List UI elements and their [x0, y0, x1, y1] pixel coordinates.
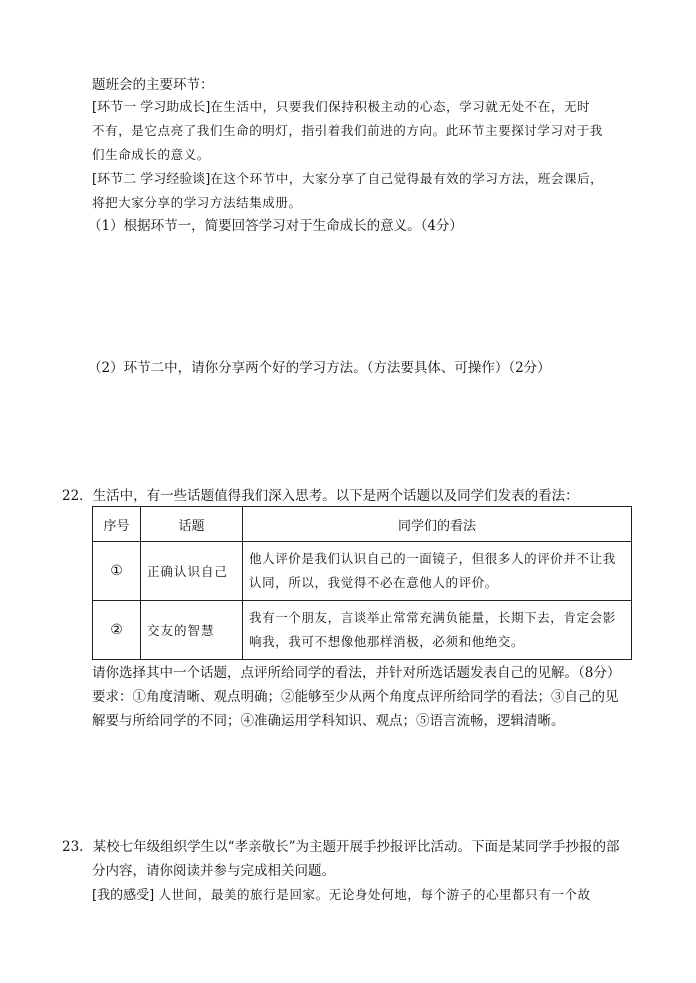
opinions-table [92, 506, 632, 660]
row-number: ① [93, 542, 141, 601]
header-views: 同学们的看法 [243, 507, 632, 542]
q21-segment2-line1 [92, 170, 603, 189]
row-topic: 正确认识自己 [141, 542, 243, 601]
row-number: ② [93, 601, 141, 660]
row-view: 他人评价是我们认识自己的一面镜子，但很多人的评价并不让我认同，所以，我觉得不必在意他人的评价。 [243, 542, 632, 601]
q23-feeling-line [92, 886, 591, 905]
q21-segment1-line2: 不有，是它点亮了我们生命的明灯，指引着我们前进的方向。此环节主要探讨学习对于我 [92, 123, 603, 138]
row-topic: 交友的智慧 [141, 601, 243, 660]
feeling-text: 人世间，最美的旅行是回家。无论身处何地，每个游子的心里都只有一个故 [158, 887, 591, 902]
segment1-text: 在生活中，只要我们保持积极主动的心态，学习就无处不在，无时 [210, 99, 591, 114]
header-number: 序号 [93, 507, 141, 542]
q22-task: 请你选择其中一个话题，点评所给同学的看法，并针对所选话题发表自己的见解。（8分） [92, 665, 621, 681]
feeling-tag: [我的感受] [92, 888, 155, 903]
q23-stem-line2: 分内容，请你阅读并参与完成相关问题。 [92, 863, 335, 879]
table-row [93, 542, 632, 601]
row-view: 我有一个朋友，言谈举止常常充满负能量，长期下去，肯定会影响我，我可不想像他那样消极，必须和他绝交。 [243, 601, 632, 660]
q21-segment1-line3: 们生命成长的意义。 [92, 147, 210, 162]
q22-stem: 22．生活中，有一些话题值得我们深入思考。以下是两个话题以及同学们发表的看法： [62, 488, 579, 504]
q23-stem-line1: 23．某校七年级组织学生以“孝亲敬长”为主题开展手抄报评比活动。下面是某同学手抄报的部 [62, 839, 620, 855]
table-row [93, 601, 632, 660]
q21-heading: 题班会的主要环节： [92, 77, 214, 93]
segment2-tag: [环节二 学习经验谈] [92, 172, 211, 187]
q22-requirements-line1: 要求：①角度清晰、观点明确；②能够至少从两个角度点评所给同学的看法；③自己的见 [92, 689, 619, 705]
q21-subquestion-2: （2）环节二中，请你分享两个好的学习方法。（方法要具体、可操作）（2分） [88, 360, 551, 376]
q21-segment2-line2: 将把大家分享的学习方法结集成册。 [92, 195, 302, 210]
table-header-row [93, 507, 632, 542]
q21-subquestion-1: （1）根据环节一，简要回答学习对于生命成长的意义。（4分） [88, 218, 463, 234]
segment1-tag: [环节一 学习助成长] [92, 100, 211, 115]
header-topic: 话题 [141, 507, 243, 542]
q21-segment1-line1 [92, 98, 590, 117]
segment2-text: 在这个环节中，大家分享了自己觉得最有效的学习方法，班会课后， [210, 171, 604, 186]
q22-requirements-line2: 解要与所给同学的不同；④准确运用学科知识、观点；⑤语言流畅，逻辑清晰。 [92, 713, 565, 729]
